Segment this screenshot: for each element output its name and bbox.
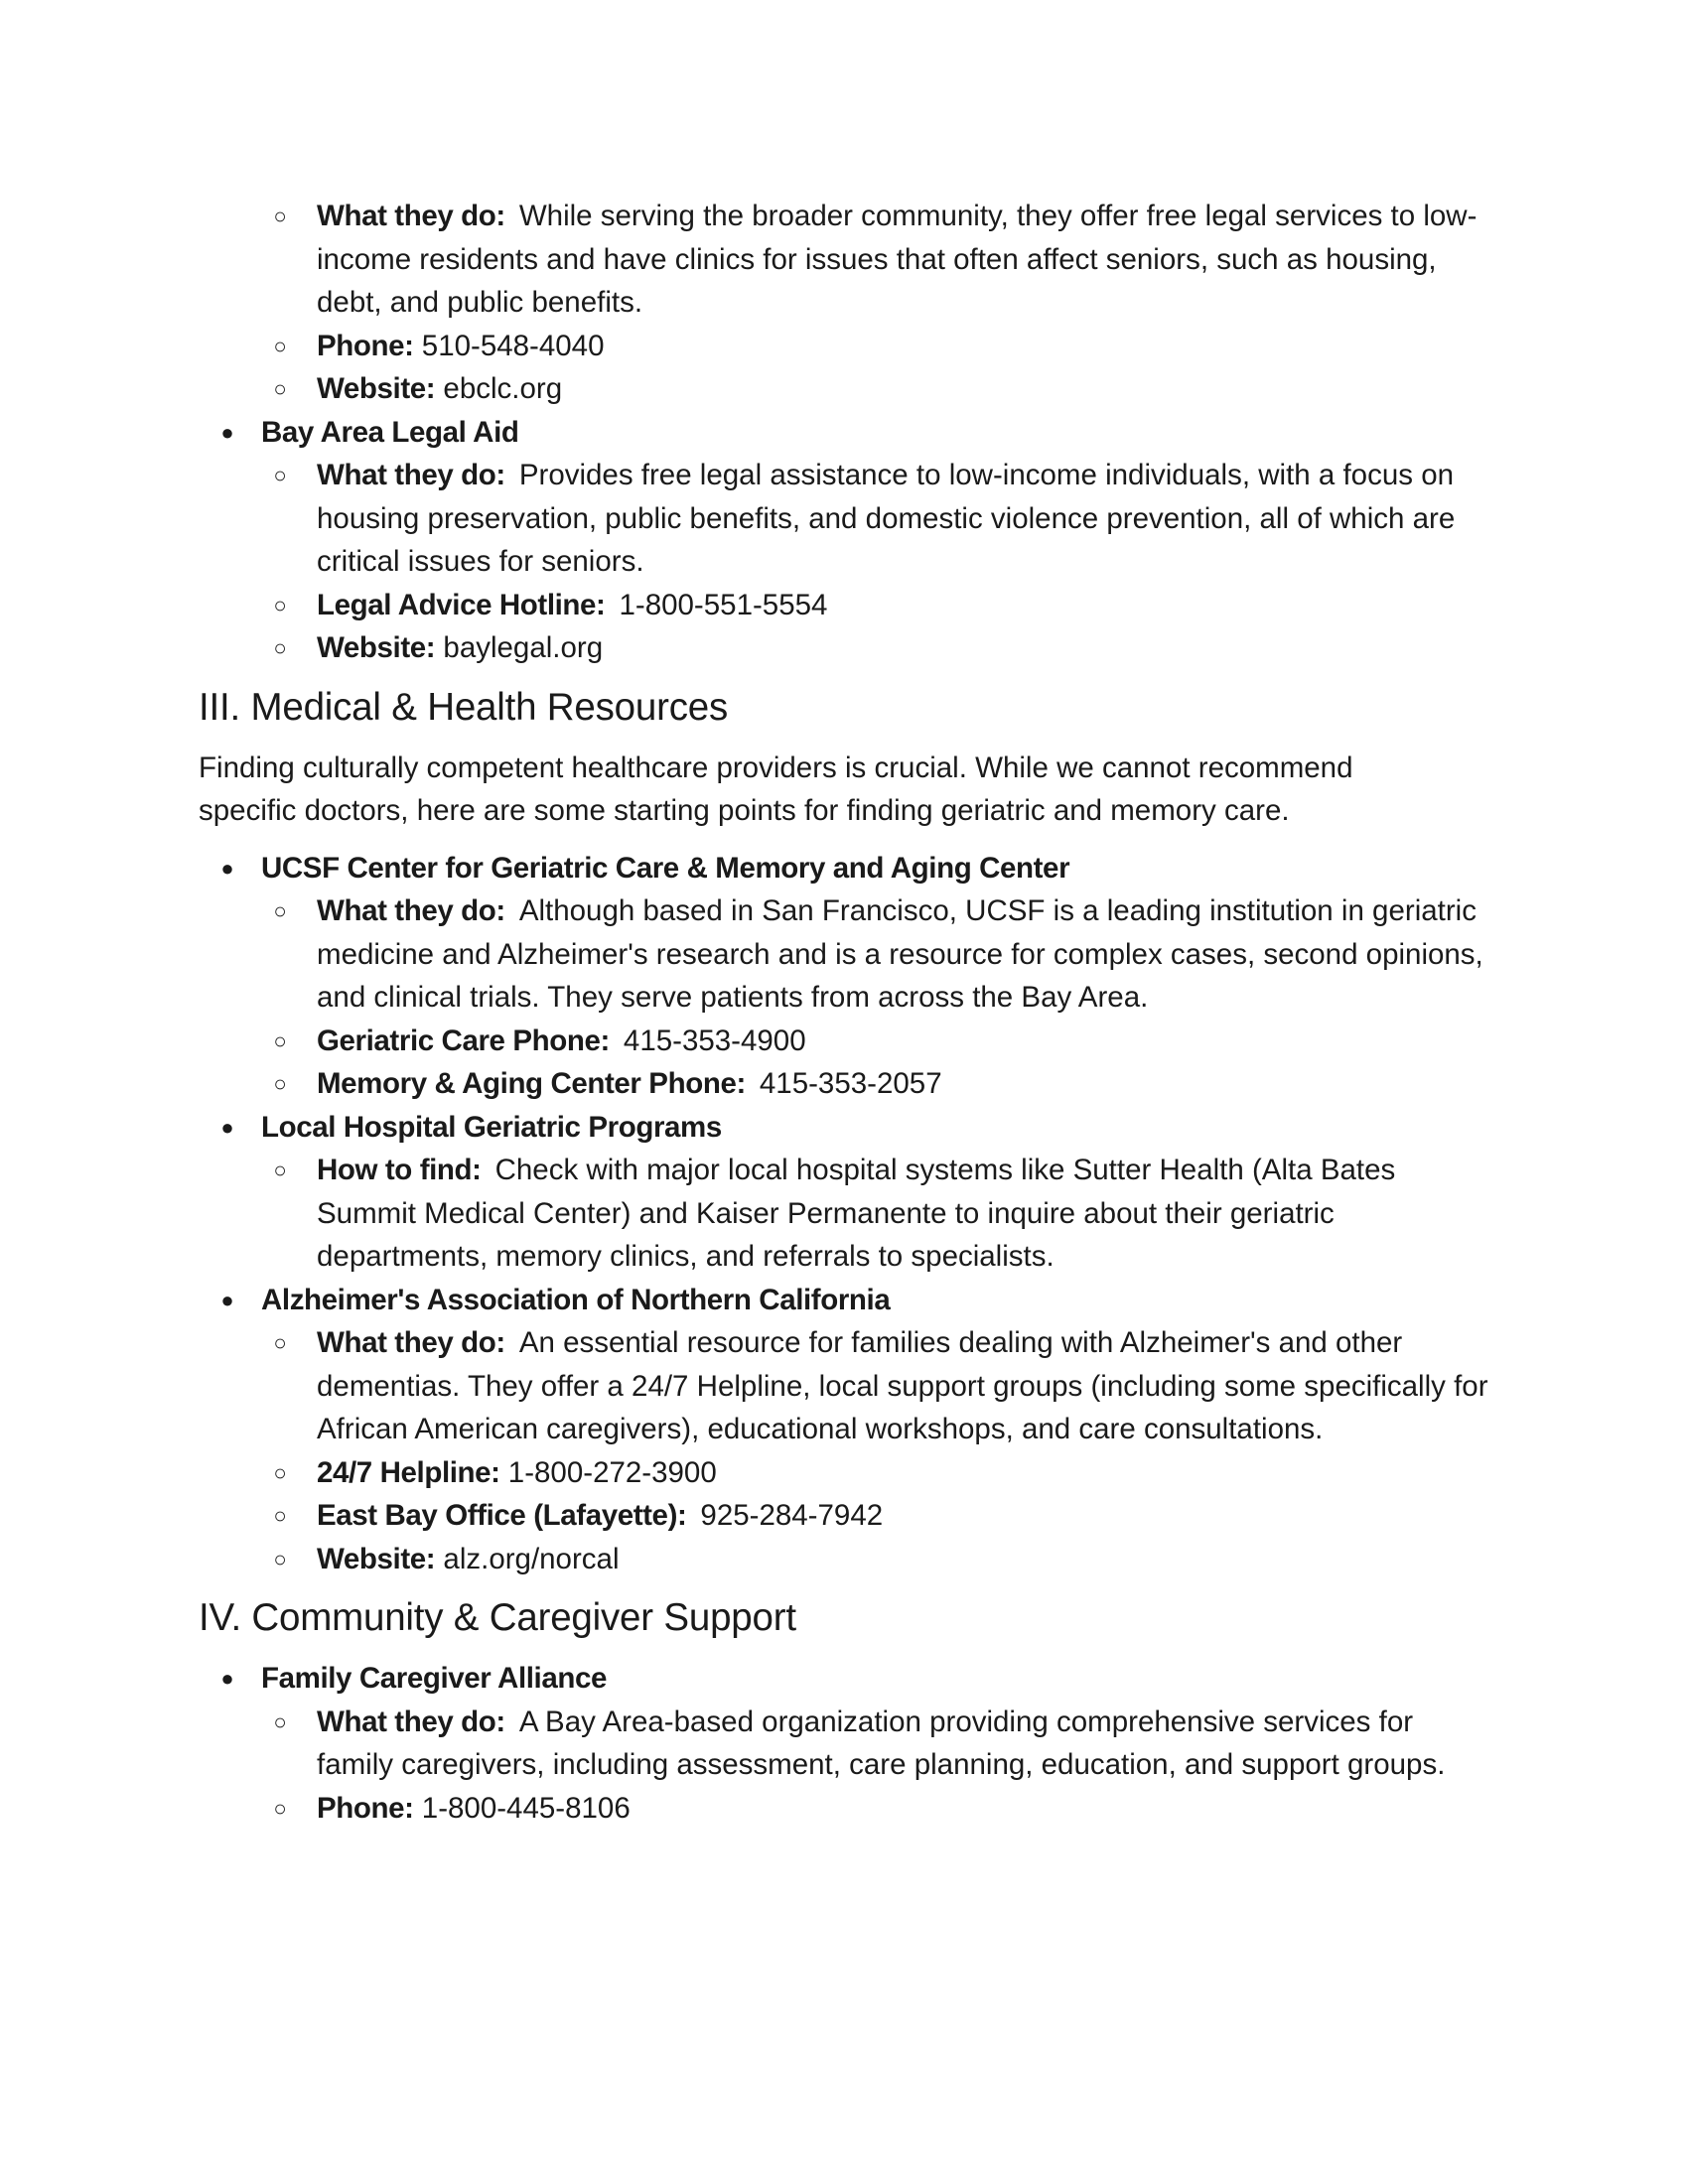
org-name: Local Hospital Geriatric Programs [261, 1110, 722, 1144]
sub-bullet-icon: ○ [273, 376, 287, 401]
sub-bullet-icon: ○ [273, 1158, 287, 1182]
phone-number: 1-800-272-3900 [507, 1455, 717, 1489]
phone-number: 415-353-4900 [623, 1024, 806, 1057]
org-name: Alzheimer's Association of Northern California [261, 1283, 891, 1316]
bullet-icon: ● [220, 855, 234, 881]
sub-bullet-icon: ○ [273, 592, 287, 617]
field-label: Legal Advice Hotline: [317, 588, 606, 621]
field-text: An essential resource for families dealing with Alzheimer's and other dementias. They offer a 24/7 Helpline, local support groups (including some specifically for African American caregivers), educational workshops, and care consultations. [317, 1326, 1488, 1445]
phone-number: 925-284-7942 [700, 1499, 884, 1532]
field-text: A Bay Area-based organization providing comprehensive services for family caregivers, including assessment, care planning, education, and support groups. [317, 1705, 1446, 1781]
field-text: Provides free legal assistance to low-income individuals, with a focus on housing preservation, public benefits, and domestic violence prevention, all of which are critical issues for seniors. [317, 459, 1456, 578]
sub-bullet-icon: ○ [273, 1546, 287, 1571]
bullet-icon: ● [220, 1114, 234, 1140]
bullet-icon: ● [220, 1666, 234, 1691]
org-item-family-caregiver-alliance [199, 1657, 1489, 1701]
section-heading-medical: III. Medical & Health Resources [199, 685, 729, 729]
list-item [199, 454, 1489, 584]
field-label: What they do: [317, 894, 505, 927]
list-item [199, 1701, 1489, 1787]
field-text: Check with major local hospital systems like Sutter Health (Alta Bates Summit Medical Center) and Kaiser Permanente to inquire about their geriatric departments, memory clinics, and referrals to specialists. [317, 1154, 1396, 1273]
sub-bullet-icon: ○ [273, 898, 287, 923]
list-item [199, 889, 1489, 1020]
sub-bullet-icon: ○ [273, 1459, 287, 1485]
field-label: Website: [317, 372, 436, 405]
field-label: Phone: [317, 329, 414, 362]
list-item [199, 626, 1489, 670]
field-label: What they do: [317, 200, 505, 232]
field-text: While serving the broader community, they offer free legal services to low-income residents and have clinics for issues that often affect seniors, such as housing, debt, and public benefits. [317, 200, 1477, 319]
sub-bullet-icon: ○ [273, 1027, 287, 1053]
field-label: 24/7 Helpline: [317, 1455, 500, 1489]
org-item-ucsf [199, 847, 1489, 890]
list-item [199, 1062, 1489, 1106]
website-link[interactable]: alz.org/norcal [443, 1542, 620, 1575]
bullet-icon: ● [220, 1287, 234, 1312]
list-item [199, 1321, 1489, 1451]
list-item [199, 1020, 1489, 1063]
bullet-icon: ● [220, 419, 234, 445]
list-item [199, 1451, 1489, 1495]
list-item [199, 1149, 1489, 1279]
field-label: East Bay Office (Lafayette): [317, 1499, 687, 1532]
sub-bullet-icon: ○ [273, 1071, 287, 1096]
list-item [199, 367, 1489, 411]
list-item [199, 195, 1489, 325]
field-label: Website: [317, 1542, 436, 1575]
section-heading-community: IV. Community & Caregiver Support [199, 1596, 796, 1639]
field-label: How to find: [317, 1154, 482, 1186]
phone-number: 415-353-2057 [759, 1067, 942, 1100]
page-content [199, 195, 1489, 1830]
field-label: Geriatric Care Phone: [317, 1024, 610, 1057]
org-name: Bay Area Legal Aid [261, 415, 519, 449]
field-label: Phone: [317, 1791, 414, 1825]
website-link[interactable]: baylegal.org [443, 631, 604, 664]
phone-number: 1-800-445-8106 [421, 1791, 631, 1825]
field-label: What they do: [317, 1326, 505, 1359]
field-label: What they do: [317, 1705, 505, 1738]
field-text: Although based in San Francisco, UCSF is a leading institution in geriatric medicine and Alzheimer's research and is a resource for complex cases, second opinions, and clinical trials. They serve patients from across the Bay Area. [317, 894, 1483, 1014]
website-link[interactable]: ebclc.org [443, 372, 563, 405]
list-item [199, 1787, 1489, 1831]
org-item-alzheimers-association [199, 1279, 1489, 1322]
field-label: Memory & Aging Center Phone: [317, 1067, 746, 1100]
sub-bullet-icon: ○ [273, 333, 287, 358]
field-label: What they do: [317, 459, 505, 491]
list-item [199, 1494, 1489, 1538]
sub-bullet-icon: ○ [273, 635, 287, 660]
org-item-bay-area-legal-aid [199, 411, 1489, 455]
sub-bullet-icon: ○ [273, 1708, 287, 1734]
org-item-local-hospitals [199, 1106, 1489, 1150]
org-name: UCSF Center for Geriatric Care & Memory and Aging Center [261, 851, 1070, 885]
sub-bullet-icon: ○ [273, 1330, 287, 1355]
org-name: Family Caregiver Alliance [261, 1662, 607, 1695]
sub-bullet-icon: ○ [273, 204, 287, 228]
list-item [199, 325, 1489, 368]
list-item [199, 584, 1489, 627]
field-label: Website: [317, 631, 436, 664]
phone-number: 1-800-551-5554 [619, 588, 828, 621]
phone-number: 510-548-4040 [421, 329, 605, 362]
list-item [199, 1538, 1489, 1581]
sub-bullet-icon: ○ [273, 1503, 287, 1528]
sub-bullet-icon: ○ [273, 463, 287, 487]
section-intro: Finding culturally competent healthcare providers is crucial. While we cannot recommend specific doctors, here are some starting points for finding geriatric and memory care. [199, 751, 1353, 827]
sub-bullet-icon: ○ [273, 1795, 287, 1821]
